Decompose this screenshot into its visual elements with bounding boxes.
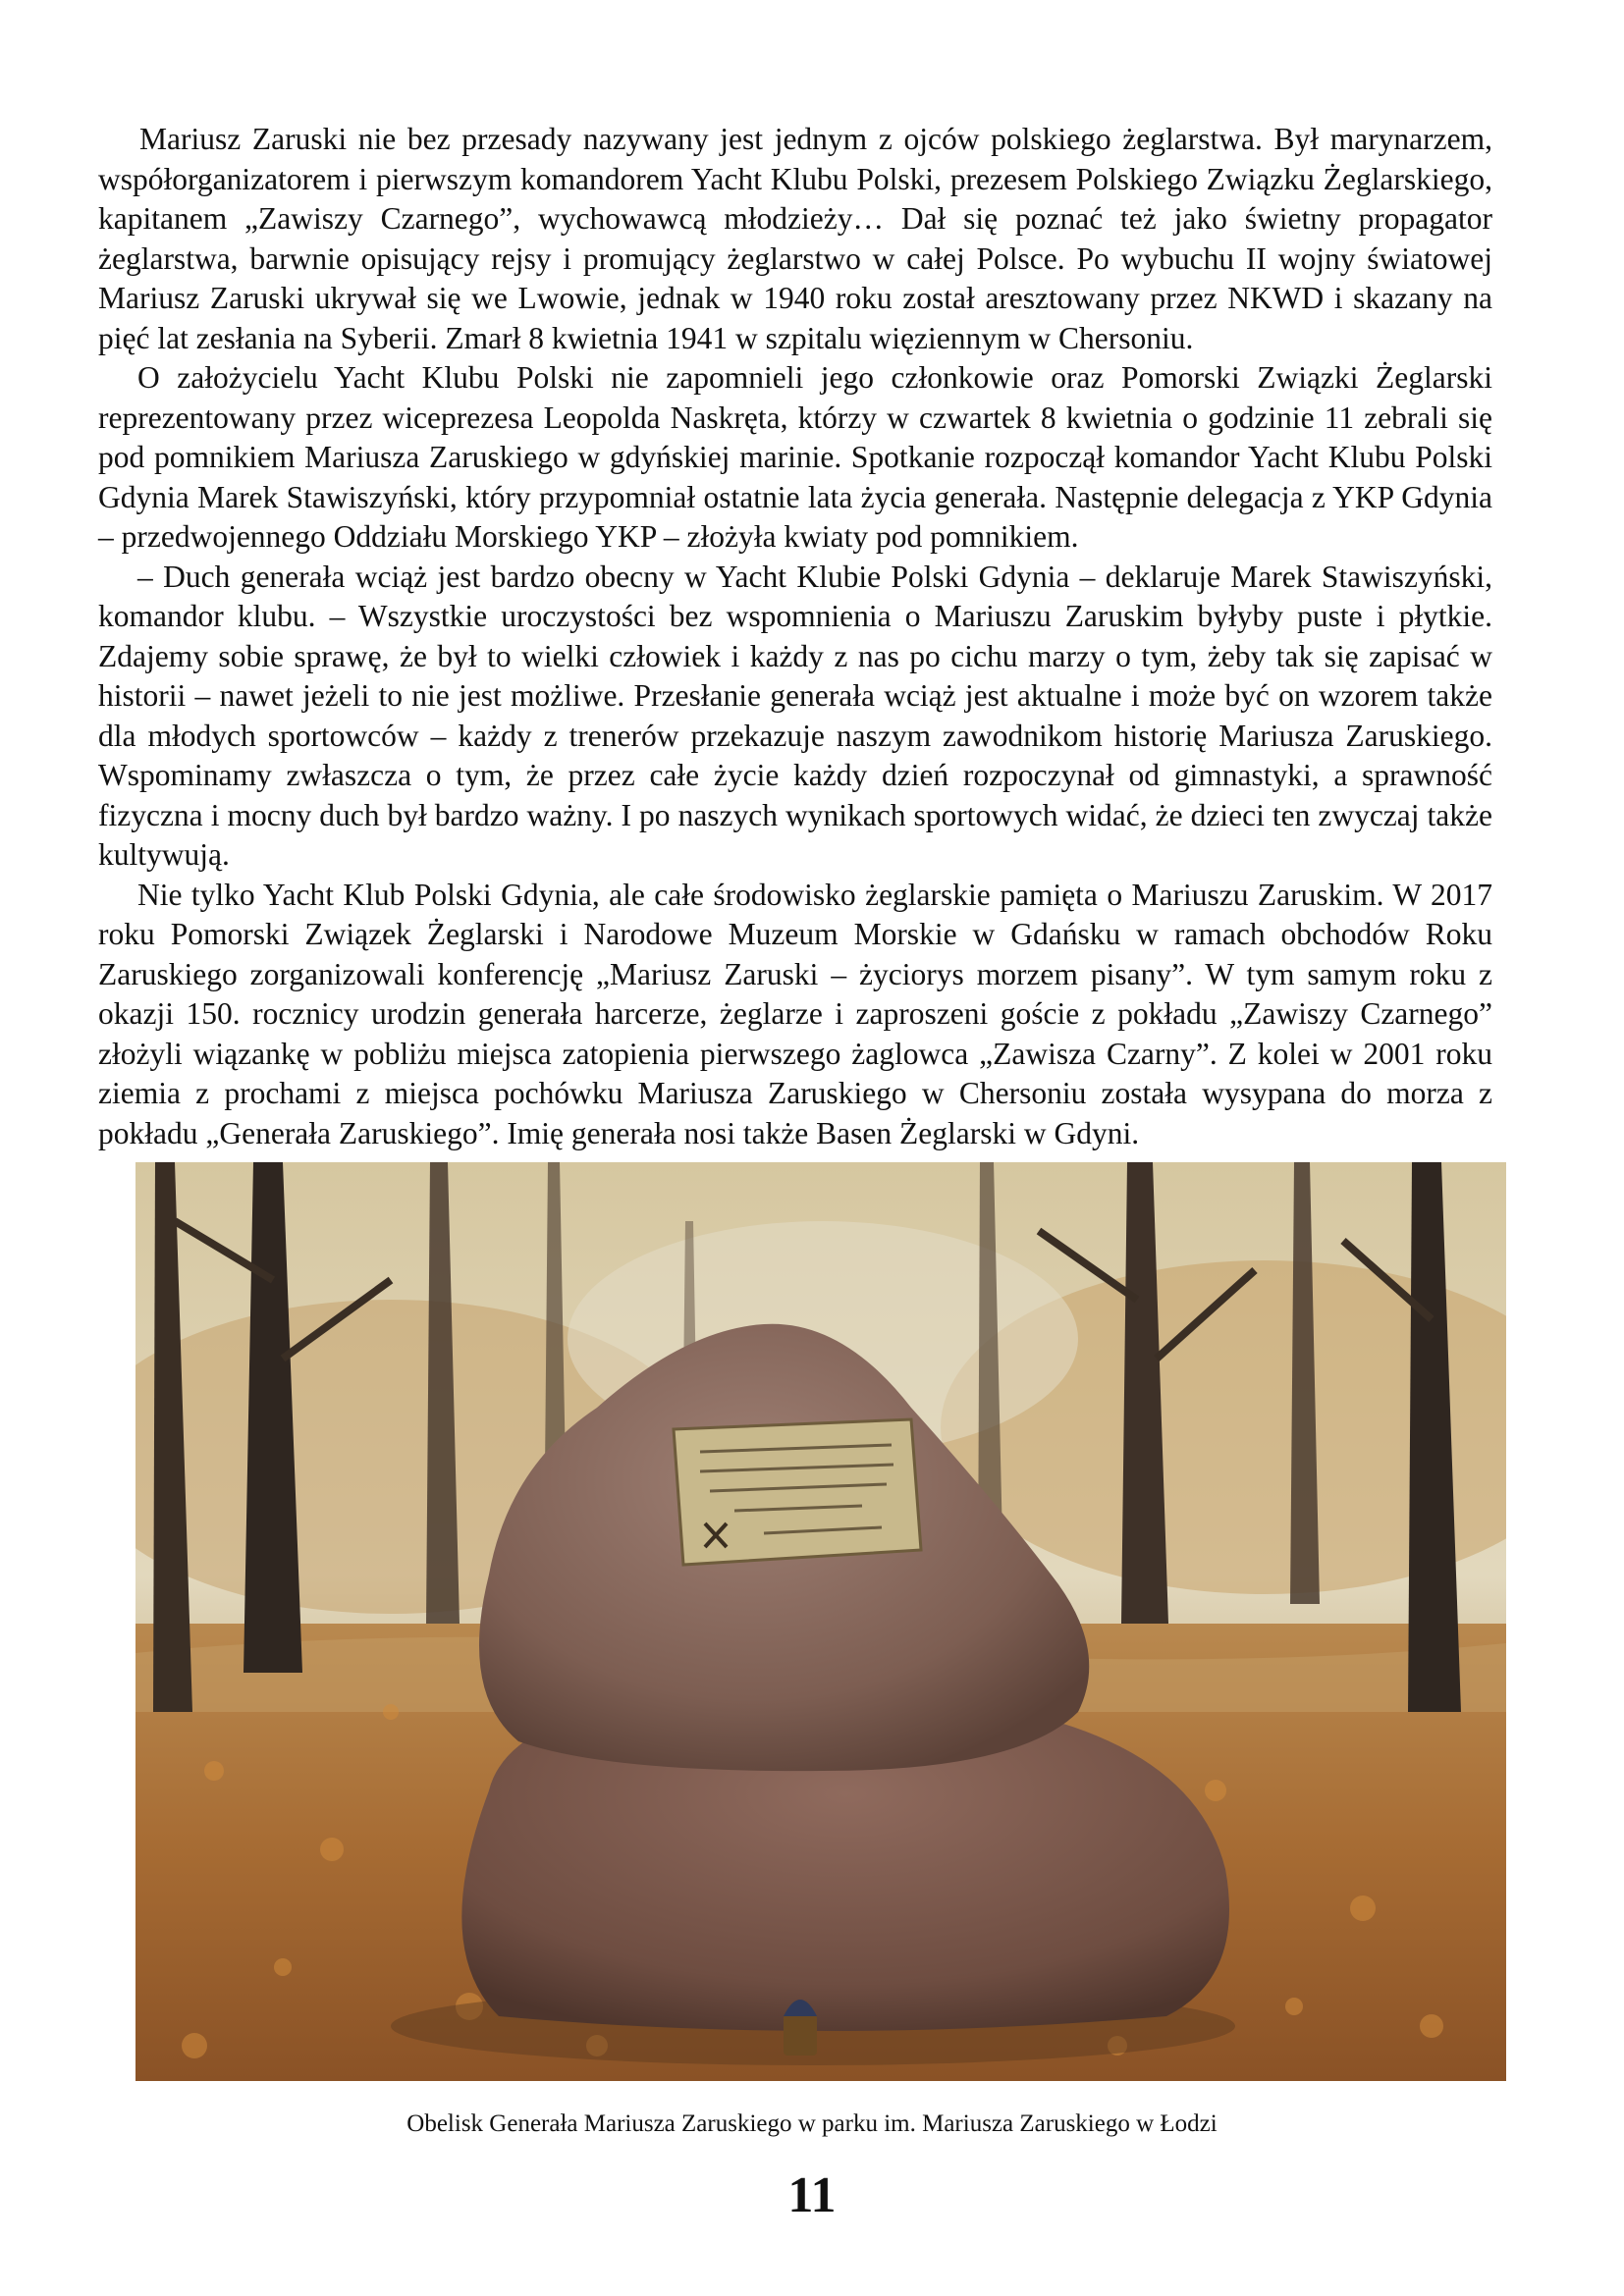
paragraph-4: Nie tylko Yacht Klub Polski Gdynia, ale całe środowisko żeglarskie pamięta o Mariuszu Zaruskim. W 2017 roku Pomorski Związek Żeglarski i Narodowe Muzeum Morskie w Gdańsku w ramach obchodów Roku Zaruskiego zorganizowali konferencję „Mariusz Zaruski – życiorys morzem pisany”. W tym samym roku z okazji 150. rocznicy urodzin generała harcerze, żeglarze i zaproszeni goście z pokładu „Zawiszy Czarnego” złożyli wiązankę w pobliżu miejsca zatopienia pierwszego żaglowca „Zawisza Czarny”. Z kolei w 2001 roku ziemia z prochami z miejsca pochówku Mariusza Zaruskiego w Chersoniu została wysypana do morza z pokładu „Generała Zaruskiego”. Imię generała nosi także Basen Żeglarski w Gdyni. bbox=[98, 877, 1492, 1150]
article bbox=[98, 120, 1492, 1189]
photo-caption: Obelisk Generała Mariusza Zaruskiego w parku im. Mariusza Zaruskiego w Łodzi bbox=[406, 2110, 1218, 2137]
paragraph-1: Mariusz Zaruski nie bez przesady nazywany jest jednym z ojców polskiego żeglarstwa. Był marynarzem, współorganizatorem i pierwszym komandorem Yacht Klubu Polski, prezesem Polskiego Związku Żeglarskiego, kapitanem „Zawiszy Czarnego”, wychowawcą młodzieży… Dał się poznać też jako świetny propagator żeglarstwa, barwnie opisujący rejsy i promujący żeglarstwo w całej Polsce. Po wybuchu II wojny światowej Mariusz Zaruski ukrywał się we Lwowie, jednak w 1940 roku został aresztowany przez NKWD i skazany na pięć lat zesłania na Syberii. Zmarł 8 kwietnia 1941 w szpitalu więziennym w Chersoniu. bbox=[98, 122, 1492, 355]
article-body bbox=[98, 120, 1492, 1153]
monument-photo bbox=[135, 1162, 1506, 2081]
page-number: 11 bbox=[787, 2167, 837, 2223]
paragraph-2: O założycielu Yacht Klubu Polski nie zapomnieli jego członkowie oraz Pomorski Związki Żeglarski reprezentowany przez wiceprezesa Leopolda Naskręta, którzy w czwartek 8 kwietnia o godzinie 11 zebrali się pod pomnikiem Mariusza Zaruskiego w gdyńskiej marinie. Spotkanie rozpoczął komandor Yacht Klubu Polski Gdynia Marek Stawiszyński, który przypomniał ostatnie lata życia generała. Następnie delegacja z YKP Gdynia – przedwojennego Oddziału Morskiego YKP – złożyła kwiaty pod pomnikiem. bbox=[98, 360, 1492, 554]
paragraph-3: – Duch generała wciąż jest bardzo obecny w Yacht Klubie Polski Gdynia – deklaruje Marek Stawiszyński, komandor klubu. – Wszystkie uroczystości bez wspomnienia o Mariuszu Zaruskim byłyby puste i płytkie. Zdajemy sobie sprawę, że był to wielki człowiek i każdy z nas po cichu marzy o tym, żeby tak się zapisać w historii – nawet jeżeli to nie jest możliwe. Przesłanie generała wciąż jest aktualne i może być on wzorem także dla młodych sportowców – każdy z trenerów przekazuje naszym zawodnikom historię Mariusza Zaruskiego. Wspominamy zwłaszcza o tym, że przez całe życie każdy dzień rozpoczynał od gimnastyki, a sprawność fizyczna i mocny duch był bardzo ważny. I po naszych wynikach sportowych widać, że dzieci ten zwyczaj także kultywują. bbox=[98, 559, 1492, 872]
monument-photo-illustration bbox=[135, 1162, 1506, 2081]
candle-icon bbox=[784, 2000, 817, 2056]
monument-plaque bbox=[674, 1419, 921, 1565]
